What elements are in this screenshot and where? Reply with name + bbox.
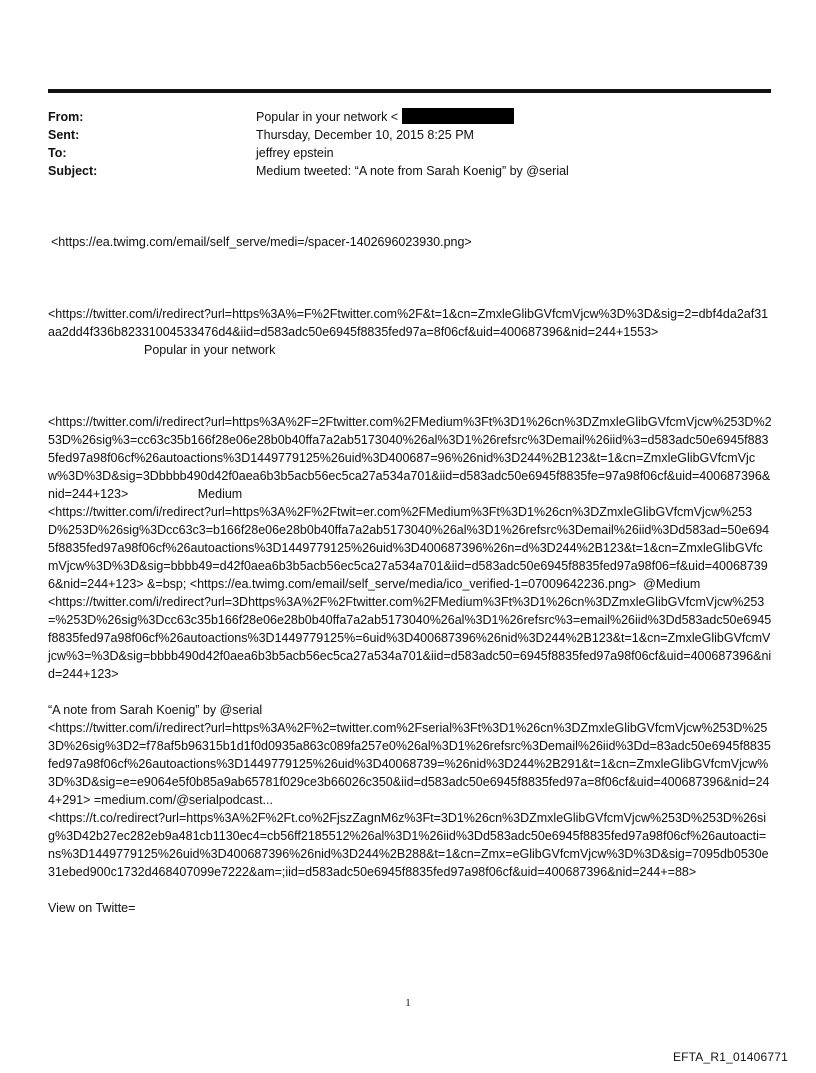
- subject-row: [48, 162, 569, 180]
- view-on-twitter-line: View on Twitte=: [48, 901, 136, 915]
- from-value: Popular in your network <: [256, 108, 514, 126]
- document-id: EFTA_R1_01406771: [672, 1050, 788, 1064]
- redaction-box: [402, 108, 514, 124]
- to-row: [48, 144, 569, 162]
- note-block: “A note from Sarah Koenig” by @serial <https://twitter.com/i/redirect?url=https%3A%2F%2=twitter.com%2Fserial%3Ft%3D1%26cn%3DZmxleGlibGVfcmVjcw%253D%253D%26sig%3D2=f78af5b96315b1d1f0d0935a863c089fa257e0%26al%3D1%26refsrc%3Demail%26iid%3Dd=83adc50e6945f8835fed97a98f06cf%26autoactions%3D1449779125%26uid%3D40068739=%26nid%3D244%2B291&t=1&cn=ZmxleGlibGVfcmVjcw%3D%3D&sig=e=e9064e5f0b85a9ab65781f029ce3b66026c350&iid=d583adc50e6945f8835fed97a=8f06cf&uid=400687396&nid=244+291> =medium.com/@serialpodcast... <https://t.co/redirect?url=https%3A%2F%2Ft.co%2FjszZagnM6z%3Ft=3D1%26cn%3DZmxleGlibGVfcmVjcw%253D%253D%26sig%3D42b27ec282eb9a481cb1130ec4=cb56ff2185512%26al%3D1%26iid%3Dd583adc50e6945f8835fed97a98f06cf%26autoacti=ns%3D1449779125%26uid%3D400687396%26nid%3D244%2B288&t=1&cn=Zmx=eGlibGVfcmVjcw%3D%3D&sig=7095db0530e31ebed900c1732d468407099e7222&am=;iid=d583adc50e6945f8835fed97a98f06cf&uid=400687396&nid=244+=88>: [48, 703, 771, 879]
- subject-value: Medium tweeted: “A note from Sarah Koenig” by @serial: [256, 164, 569, 178]
- from-label: From:: [48, 110, 84, 124]
- sent-row: [48, 126, 569, 144]
- email-header: [48, 108, 569, 180]
- medium-links-block: <https://twitter.com/i/redirect?url=https%3A%2F=2Ftwitter.com%2FMedium%3Ft%3D1%26cn%3DZmxleGlibGVfcmVjcw%253D%253D%26sig%3=cc63c35b166f28e06e28b0b40ffa7a2ab5173040%26al%3D1%26refsrc%3Demail%26iid%3=d583adc50e6945f8835fed97a98f06cf%26autoactions%3D1449779125%26uid%3D400687=96%26nid%3D244%2B123&t=1&cn=ZmxleGlibGVfcmVjcw%3D%3D&sig=3Dbbbb490d42f0aea6b3b5acb56ec5ca27a534a701&iid=d583adc50e6945f8835fe=97a98f06cf&uid=400687396&nid=244+123> Medium <https://twitter.com/i/redirect?url=https%3A%2F%2Ftwit=er.com%2FMedium%3Ft%3D1%26cn%3DZmxleGlibGVfcmVjcw%253D%253D%26sig%3Dcc63c3=b166f28e06e28b0b40ffa7a2ab5173040%26al%3D1%26refsrc%3Demail%26iid%3Dd583ad=50e6945f8835fed97a98f06cf%26autoactions%3D1449779125%26uid%3D400687396%26n=d%3D244%2B123&t=1&cn=ZmxleGlibGVfcmVjcw%3D%3D&sig=bbbb49=d42f0aea6b3b5acb56ec5ca27a534a701&iid=d583adc50e6945f8835fed97a98f06=f&uid=400687396&nid=244+123> &=bsp; <https://ea.twimg.com/email/self_serve/media/ico_verified-1=07009642236.png> @Medium <https://twitter.com/i/redirect?url=3Dhttps%3A%2F%2Ftwitter.com%2FMedium%3Ft%3D1%26cn%3DZmxleGlibGVfcmVjcw%253=%253D%26sig%3Dcc63c35b166f28e06e28b0b40ffa7a2ab5173040%26al%3D1%26refsrc%3=email%26iid%3Dd583adc50e6945f8835fed97a98f06cf%26autoactions%3D1449779125%=6uid%3D400687396%26nid%3D244%2B123&t=1&cn=ZmxleGlibGVfcmVjcw%3=%3D&sig=bbbb490d42f0aea6b3b5acb56ec5ca27a534a701&iid=d583adc50=6945f8835fed97a98f06cf&uid=400687396&nid=244+123>: [48, 415, 772, 681]
- network-link: <https://twitter.com/i/redirect?url=https%3A%=F%2Ftwitter.com%2F&t=1&cn=ZmxleGlibGVfcmVjcw%3D%3D&sig=2=dbf4da2af31aa2dd4f336b82331004533476d4&iid=d583adc50e6945f8835fed97a=8f06cf&uid=400687396&nid=244+1553>: [48, 307, 769, 339]
- network-label: Popular in your network: [144, 343, 276, 357]
- header-rule: [48, 89, 771, 93]
- to-value: jeffrey epstein: [256, 146, 334, 160]
- sent-label: Sent:: [48, 128, 80, 142]
- subject-label: Subject:: [48, 164, 98, 178]
- spacer-image-line: <https://ea.twimg.com/email/self_serve/medi=/spacer-1402696023930.png>: [51, 235, 472, 249]
- to-label: To:: [48, 146, 67, 160]
- sent-value: Thursday, December 10, 2015 8:25 PM: [256, 128, 474, 142]
- email-body: [48, 233, 772, 917]
- page-number: 1: [405, 997, 411, 1009]
- from-row: [48, 108, 569, 126]
